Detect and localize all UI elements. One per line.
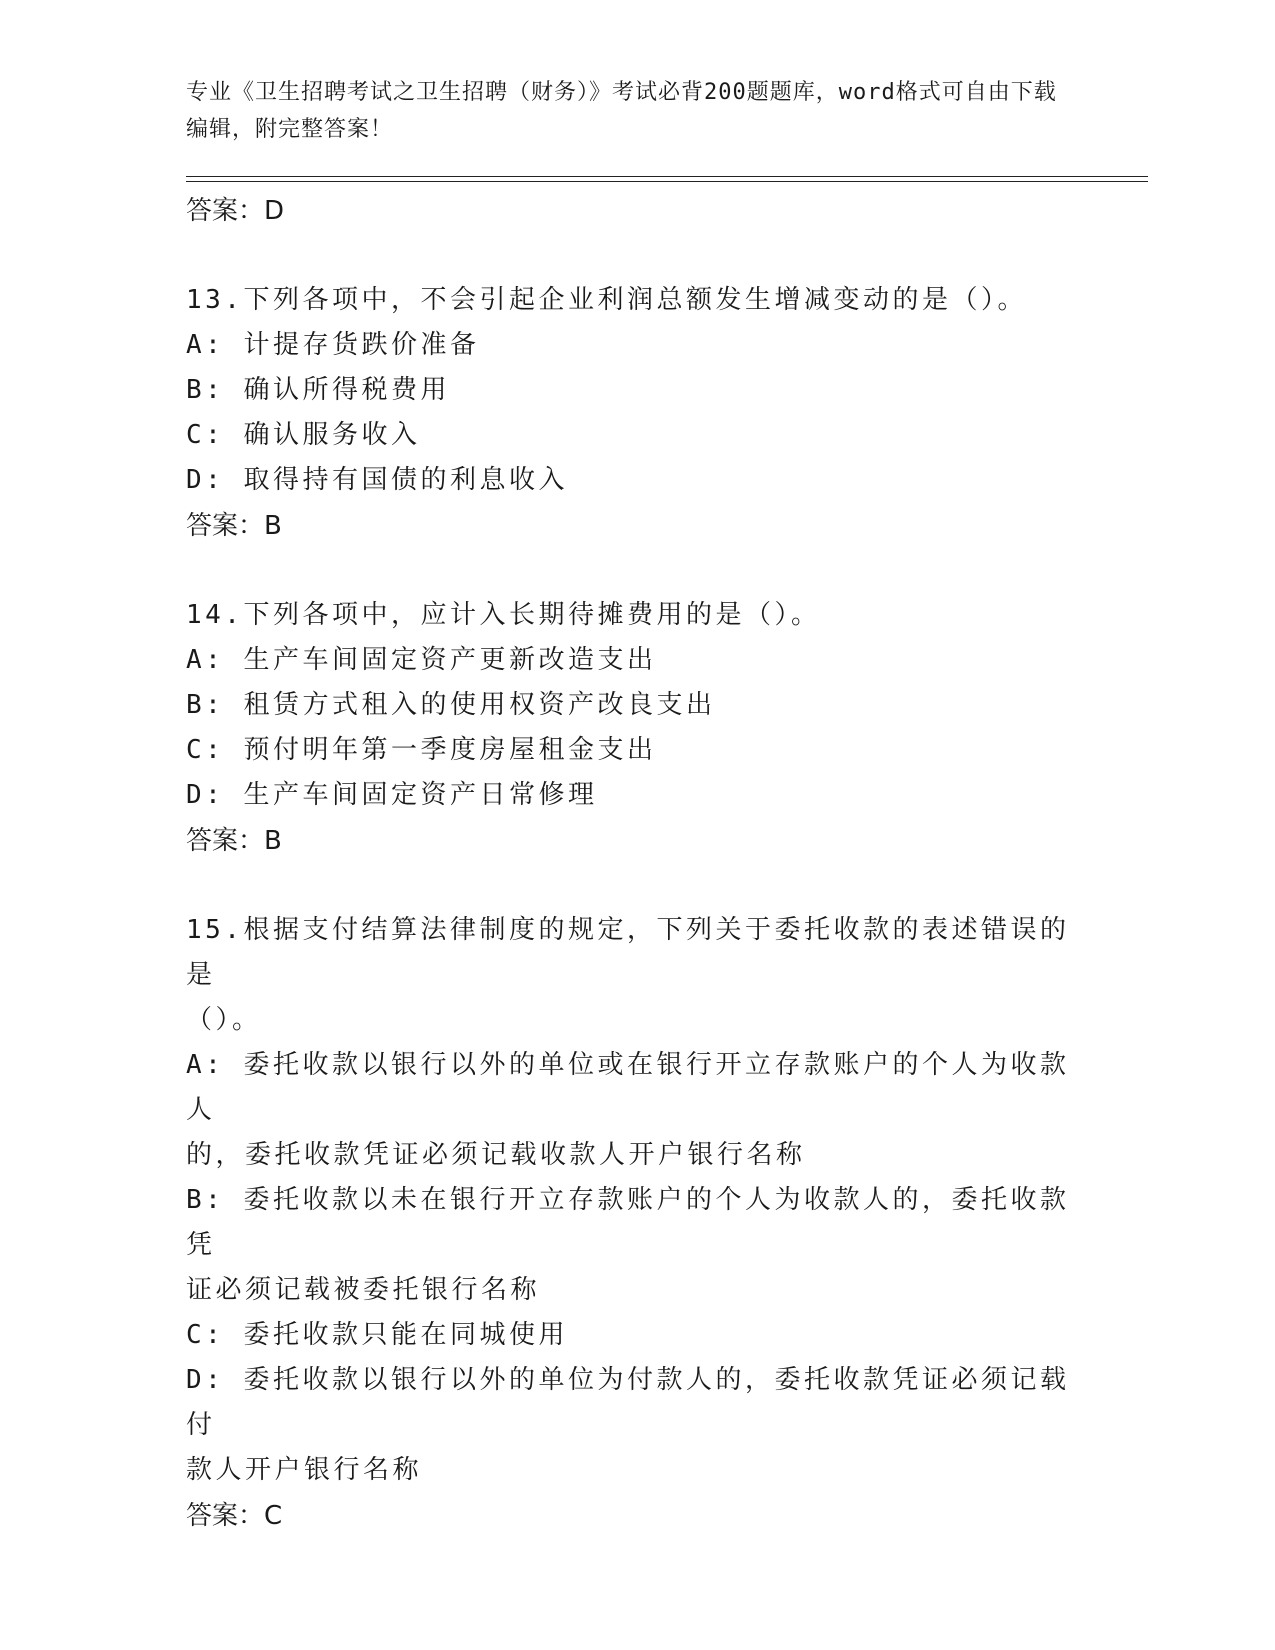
question-13	[186, 278, 1086, 549]
option-d: D: 取得持有国债的利息收入	[186, 465, 568, 495]
option-a-line-2: 的，委托收款凭证必须记载收款人开户银行名称	[186, 1140, 806, 1170]
question-14	[186, 593, 1086, 864]
option-c: C: 预付明年第一季度房屋租金支出	[186, 735, 657, 765]
question-list	[186, 188, 1086, 1539]
option-a: A: 生产车间固定资产更新改造支出	[186, 645, 657, 675]
question-stem-line-1: 15.根据支付结算法律制度的规定，下列关于委托收款的表述错误的是	[186, 915, 1070, 990]
answer: 答案：C	[186, 1501, 283, 1531]
answer: 答案：B	[186, 826, 282, 856]
header-rule-top	[186, 176, 1148, 177]
option-a-line-1: A: 委托收款以银行以外的单位或在银行开立存款账户的个人为收款人	[186, 1050, 1070, 1125]
option-b: B: 租赁方式租入的使用权资产改良支出	[186, 690, 716, 720]
question-15	[186, 908, 1086, 1539]
option-d-line-2: 款人开户银行名称	[186, 1455, 423, 1485]
answer: 答案：B	[186, 511, 282, 541]
option-b: B: 确认所得税费用	[186, 375, 450, 405]
option-a: A: 计提存货跌价准备	[186, 330, 480, 360]
option-c: C: 确认服务收入	[186, 420, 421, 450]
option-b-line-1: B: 委托收款以未在银行开立存款账户的个人为收款人的，委托收款凭	[186, 1185, 1070, 1260]
option-d-line-1: D: 委托收款以银行以外的单位为付款人的，委托收款凭证必须记载付	[186, 1365, 1070, 1440]
question-stem: 13.下列各项中，不会引起企业利润总额发生增减变动的是（）。	[186, 285, 1027, 315]
option-d: D: 生产车间固定资产日常修理	[186, 780, 598, 810]
document-header: 专业《卫生招聘考试之卫生招聘（财务）》考试必背200题题库，word格式可自由下载编辑，附完整答案！	[186, 80, 1057, 142]
option-b-line-2: 证必须记载被委托银行名称	[186, 1275, 541, 1305]
option-c: C: 委托收款只能在同城使用	[186, 1320, 568, 1350]
question-stem-line-2: （）。	[186, 1005, 262, 1035]
header-rule-bottom	[186, 181, 1148, 182]
question-stem: 14.下列各项中，应计入长期待摊费用的是（）。	[186, 600, 821, 630]
previous-answer: 答案：D	[186, 196, 285, 226]
